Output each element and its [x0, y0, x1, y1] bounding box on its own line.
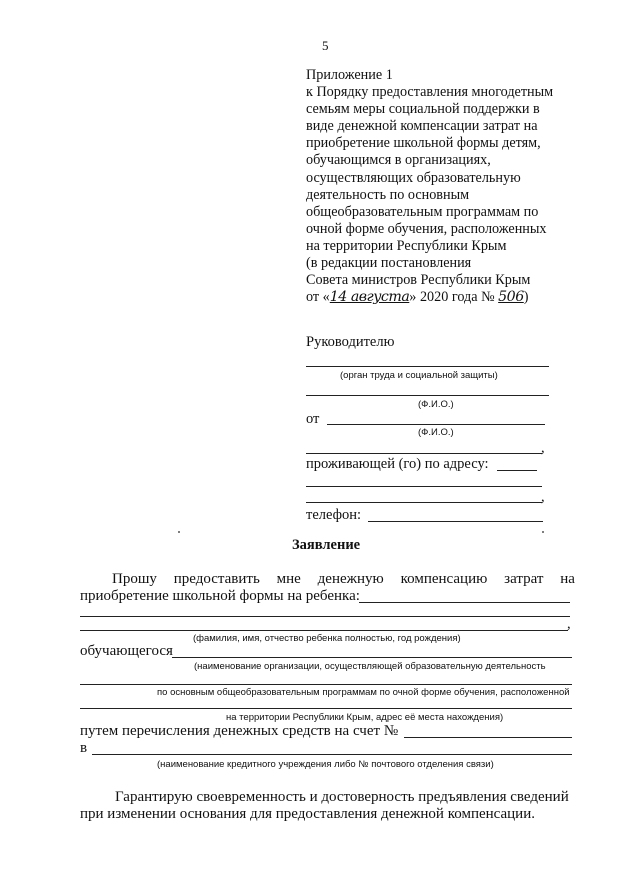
- in-label: в: [80, 740, 88, 756]
- organ-caption: (орган труда и социальной защиты): [340, 370, 498, 381]
- word: предоставить: [173, 571, 260, 587]
- address-field-line-3[interactable]: [306, 502, 542, 503]
- appendix-line: осуществляющих образовательную: [306, 169, 521, 186]
- appendix-line: приобретение школьной формы детям,: [306, 135, 541, 152]
- applicant-fio-field-line[interactable]: [327, 424, 545, 425]
- from-label: от: [306, 411, 320, 427]
- bank-caption: (наименование кредитного учреждения либо № почтового отделения связи): [157, 759, 494, 770]
- organization-caption-2: по основным общеобразовательным программам по очной форме обучения, расположенной: [157, 687, 570, 698]
- phone-field-line[interactable]: [368, 521, 543, 522]
- appendix-block: [306, 67, 553, 306]
- appendix-line: (в редакции постановления: [306, 255, 472, 272]
- head-fio-field-line[interactable]: [306, 395, 549, 396]
- appendix-line: виде денежной компенсации затрат на: [306, 118, 538, 135]
- address-field-line[interactable]: [497, 470, 537, 471]
- child-field-line-3[interactable]: [80, 630, 568, 631]
- word: на: [560, 571, 575, 587]
- word: затрат: [504, 571, 544, 587]
- appendix-line: очной форме обучения, расположенных: [306, 220, 547, 237]
- date-prefix: от «: [306, 289, 330, 306]
- organization-field-line[interactable]: [172, 657, 572, 658]
- organ-field-line[interactable]: [306, 366, 549, 367]
- child-caption: (фамилия, имя, отчество ребенка полностью, год рождения): [193, 633, 461, 644]
- appendix-line: обучающимся в организациях,: [306, 152, 491, 169]
- applicant-extra-line[interactable]: [306, 453, 542, 454]
- addressee-label: Руководителю: [306, 334, 395, 350]
- appendix-line: Приложение 1: [306, 67, 393, 83]
- child-field-line[interactable]: [359, 602, 570, 603]
- appendix-date-line: [306, 289, 553, 306]
- address-label: проживающей (го) по адресу:: [306, 456, 489, 472]
- handwritten-date: 14 августа: [329, 289, 410, 306]
- appendix-line: Совета министров Республики Крым: [306, 272, 531, 289]
- studying-label: обучающегося: [80, 643, 173, 659]
- date-mid: » 2020 года №: [409, 289, 495, 306]
- appendix-line: семьям меры социальной поддержки в: [306, 101, 540, 118]
- page-number: 5: [322, 38, 329, 53]
- request-line-2: приобретение школьной формы на ребенка:: [80, 588, 360, 604]
- word: денежную: [317, 571, 384, 587]
- handwritten-number: 506: [498, 289, 524, 306]
- transfer-label: путем перечисления денежных средств на счет №: [80, 723, 399, 739]
- guarantee-line-2: при изменении основания для предоставления денежной компенсации.: [80, 806, 535, 822]
- comma: ,: [541, 489, 545, 505]
- organization-field-line-3[interactable]: [80, 708, 572, 709]
- phone-label: телефон:: [306, 507, 362, 523]
- comma: ,: [567, 616, 571, 632]
- scan-speck: [178, 531, 180, 533]
- bank-field-line[interactable]: [92, 754, 572, 755]
- fio-caption: (Ф.И.О.): [418, 399, 454, 410]
- appendix-line: на территории Республики Крым: [306, 237, 507, 254]
- appendix-line: общеобразовательным программам по: [306, 203, 539, 220]
- appendix-line: к Порядку предоставления многодетным: [306, 84, 554, 101]
- word: компенсацию: [400, 571, 488, 587]
- address-field-line-2[interactable]: [306, 486, 542, 487]
- organization-field-line-2[interactable]: [80, 684, 572, 685]
- word: Прошу: [112, 571, 157, 587]
- date-suffix: ): [523, 289, 529, 306]
- organization-caption: (наименование организации, осуществляющей образовательную деятельность: [194, 661, 546, 672]
- word: мне: [276, 571, 301, 587]
- guarantee-line-1: Гарантирую своевременность и достоверность предъявления сведений: [115, 789, 569, 805]
- scan-speck: [542, 531, 544, 533]
- fio-caption: (Ф.И.О.): [418, 427, 454, 438]
- comma: ,: [541, 440, 545, 456]
- organization-caption-3: на территории Республики Крым, адрес её места нахождения): [226, 712, 504, 723]
- appendix-line: деятельность по основным: [306, 186, 470, 203]
- document-title: Заявление: [292, 537, 361, 553]
- child-field-line-2[interactable]: [80, 616, 570, 617]
- account-field-line[interactable]: [404, 737, 572, 738]
- request-line-1: [80, 571, 575, 588]
